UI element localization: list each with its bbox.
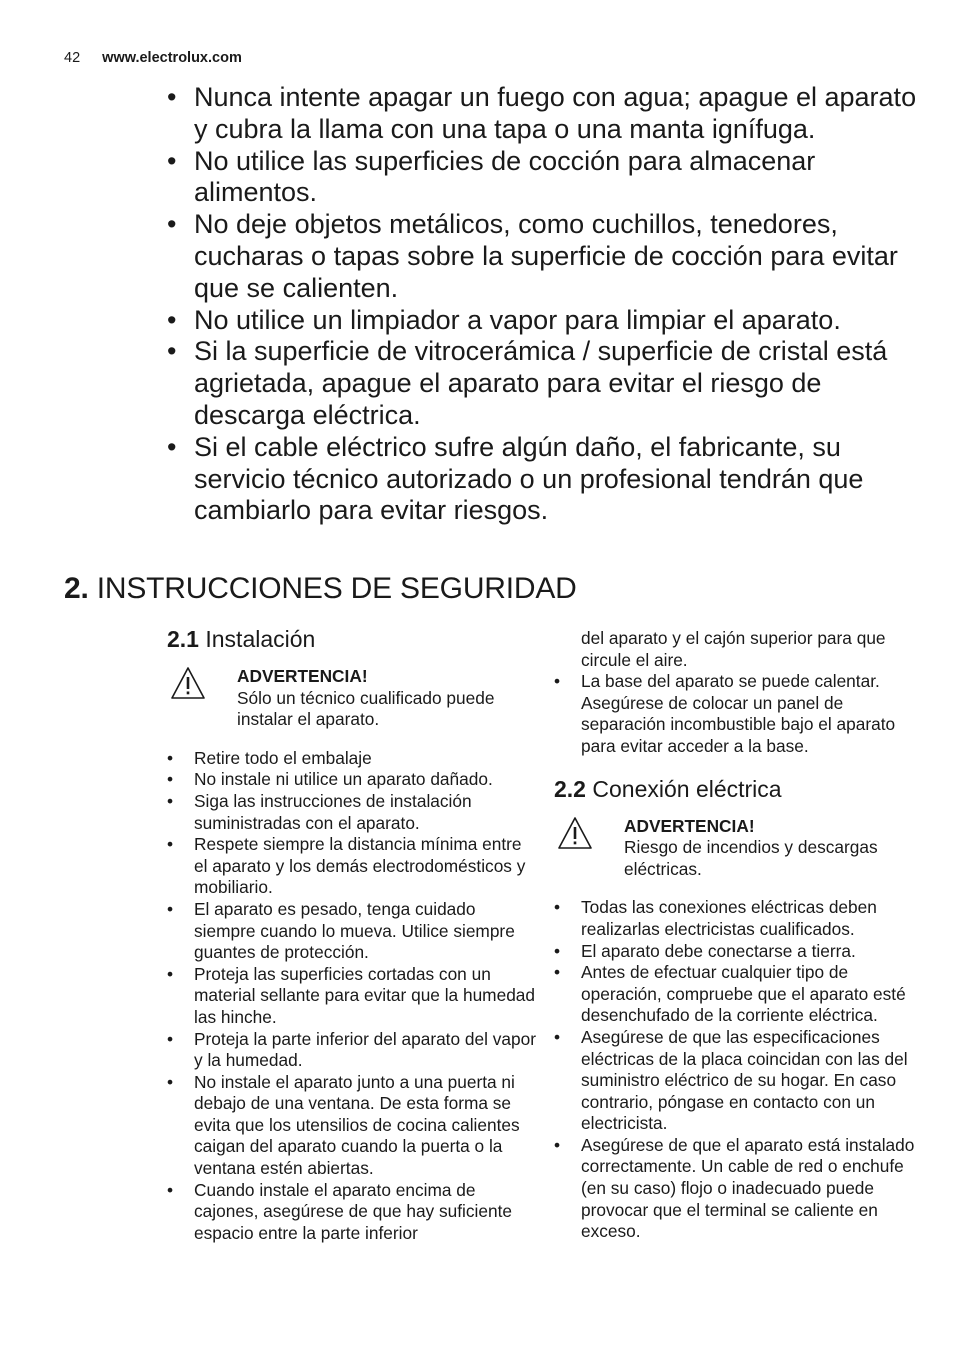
bullet-icon: • (167, 145, 177, 176)
list-item: • Cuando instale el aparato encima de cajones, asegúrese de que hay suficiente espacio entre la parte inferior (167, 1179, 512, 1243)
bullet-icon: • (554, 940, 561, 961)
installation-list-continued (554, 671, 926, 757)
list-item: • Si la superficie de vitrocerámica / superficie de cristal está agrietada, apague el aparato para evitar el riesgo de descarga eléctrica. (167, 336, 888, 430)
bullet-icon: • (167, 769, 174, 790)
subsection-title-text: Instalación (205, 626, 316, 652)
list-item: • Retire todo el embalaje (167, 747, 372, 768)
list-item: • Asegúrese de que el aparato está instalado correctamente. Un cable de red o enchufe (en su caso) flojo o inadecuado puede provocar que el terminal se caliente en exceso. (554, 1134, 915, 1242)
bullet-icon: • (554, 1134, 561, 1155)
warning-icon (557, 816, 593, 850)
bullet-icon: • (554, 671, 561, 692)
bullet-icon: • (554, 962, 561, 983)
list-item: • No instale el aparato junto a una puerta ni debajo de una ventana. De esta forma se evita que los utensilios de cocina calientes caigan del aparato cuando la puerta o la ventana estén abiertas. (167, 1071, 520, 1179)
bullet-icon: • (167, 1028, 174, 1049)
list-item: • La base del aparato se puede calentar. Asegúrese de colocar un panel de separación incombustible bajo el aparato para evitar acceder a la base. (554, 671, 896, 756)
list-item: • El aparato debe conectarse a tierra. (554, 940, 856, 961)
list-item: • Si el cable eléctrico sufre algún daño, el fabricante, su servicio técnico autorizado o un profesional tendrán que cambiarlo para evitar riesgos. (167, 431, 864, 526)
list-item: • Todas las conexiones eléctricas deben realizarlas electricistas cualificados. (554, 897, 877, 939)
right-column (554, 628, 926, 1243)
website-url: www.electrolux.com (102, 50, 242, 66)
list-item: • No deje objetos metálicos, como cuchillos, tenedores, cucharas o tapas sobre la superficie de cocción para evitar que se calienten. (167, 209, 898, 303)
bullet-icon: • (167, 1071, 174, 1092)
list-item: • Siga las instrucciones de instalación suministradas con el aparato. (167, 790, 472, 833)
installation-list (167, 748, 537, 1245)
warning-icon (170, 666, 206, 700)
list-item: • El aparato es pesado, tenga cuidado siempre cuando lo mueva. Utilice siempre guantes de protección. (167, 898, 515, 963)
subsection-title-electrical (554, 774, 926, 804)
bullet-icon: • (167, 431, 177, 462)
list-item: • Asegúrese de que las especificaciones eléctricas de la placa coincidan con las del suministro eléctrico de su hogar. En caso contrario, póngase en contacto con un electricista. (554, 1026, 908, 1134)
subsection-number: 2.2 (554, 775, 586, 802)
subsection-number: 2.1 (167, 626, 199, 652)
bullet-icon: • (167, 336, 177, 367)
list-item-continuation: del aparato y el cajón superior para que circule el aire. (581, 628, 886, 670)
list-item: • No utilice un limpiador a vapor para limpiar el aparato. (167, 304, 841, 335)
page-number: 42 (64, 50, 81, 66)
left-column (167, 624, 537, 1244)
warning-box (167, 666, 537, 731)
bullet-icon: • (167, 963, 174, 984)
page-header (64, 50, 242, 66)
subsection-title-text: Conexión eléctrica (592, 775, 782, 802)
warning-title: ADVERTENCIA! (237, 666, 368, 686)
list-item: • Proteja la parte inferior del aparato del vapor y la humedad. (167, 1028, 536, 1071)
warning-box (554, 816, 926, 881)
electrical-list (554, 897, 926, 1243)
bullet-icon: • (167, 304, 177, 335)
top-bullet-list (167, 82, 927, 527)
bullet-icon: • (167, 82, 177, 112)
list-item: • No utilice las superficies de cocción para almacenar alimentos. (167, 145, 816, 208)
bullet-icon: • (167, 209, 177, 240)
bullet-icon: • (167, 898, 174, 919)
bullet-icon: • (554, 1026, 561, 1047)
warning-title: ADVERTENCIA! (624, 815, 755, 836)
bullet-icon: • (554, 897, 561, 918)
subsection-title-installation (167, 624, 537, 654)
warning-text: Riesgo de incendios y descargas eléctricas. (624, 837, 878, 879)
bullet-icon: • (167, 1179, 174, 1200)
list-item: • Antes de efectuar cualquier tipo de operación, compruebe que el aparato esté desenchufado de la corriente eléctrica. (554, 962, 906, 1026)
bullet-icon: • (167, 790, 174, 811)
list-item: • Nunca intente apagar un fuego con agua; apague el aparato y cubra la llama con una tapa o una manta ignífuga. (167, 82, 917, 144)
section-title-text: INSTRUCCIONES DE SEGURIDAD (96, 572, 577, 605)
list-item: • No instale ni utilice un aparato dañado. (167, 769, 493, 790)
warning-text: Sólo un técnico cualificado puede instalar el aparato. (237, 687, 495, 730)
section-title (64, 572, 577, 606)
bullet-icon: • (167, 747, 174, 768)
bullet-icon: • (167, 834, 174, 855)
list-item: • Respete siempre la distancia mínima entre el aparato y los demás electrodomésticos y mobiliario. (167, 834, 526, 898)
list-item: • Proteja las superficies cortadas con un material sellante para evitar que la humedad las hinche. (167, 963, 536, 1027)
section-number: 2. (64, 572, 89, 605)
